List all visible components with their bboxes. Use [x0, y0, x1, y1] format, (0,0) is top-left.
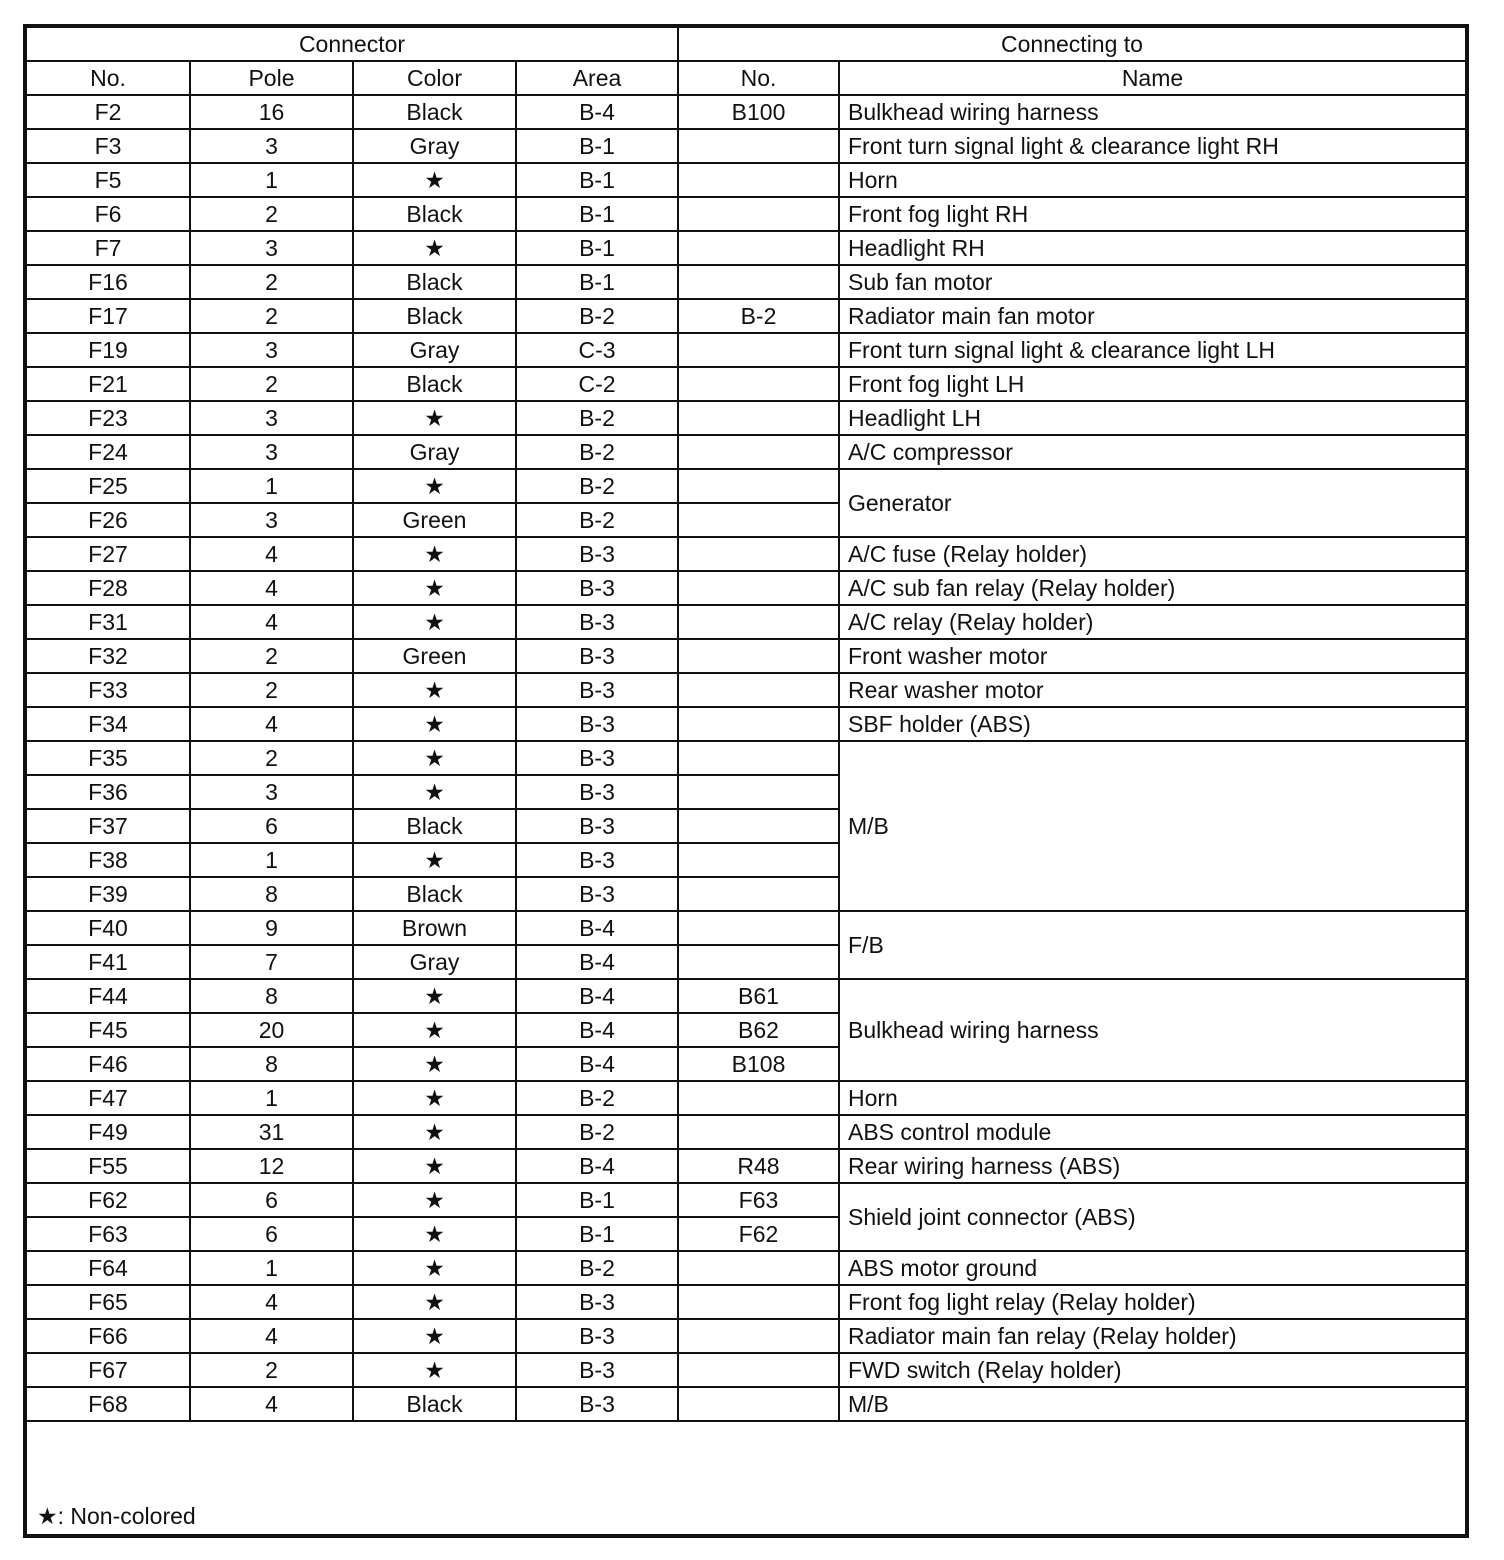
color-cell: ★	[353, 1115, 516, 1149]
table-row	[27, 163, 1465, 197]
pole-cell: 12	[190, 1149, 353, 1183]
color-cell: Black	[353, 197, 516, 231]
connecting-name-cell: A/C relay (Relay holder)	[839, 605, 1465, 639]
color-cell: ★	[353, 843, 516, 877]
pole-cell: 4	[190, 605, 353, 639]
pole-cell: 3	[190, 401, 353, 435]
connector-no-cell: F41	[27, 945, 190, 979]
color-cell: Black	[353, 367, 516, 401]
pole-cell: 8	[190, 877, 353, 911]
connecting-no-cell	[678, 265, 839, 299]
connector-no-cell: F55	[27, 1149, 190, 1183]
table-row	[27, 129, 1465, 163]
connecting-no-cell	[678, 163, 839, 197]
pole-cell: 9	[190, 911, 353, 945]
color-cell: Black	[353, 809, 516, 843]
color-cell: ★	[353, 605, 516, 639]
table-row	[27, 911, 1465, 945]
area-cell: B-2	[516, 1251, 678, 1285]
pole-cell: 6	[190, 1217, 353, 1251]
pole-cell: 6	[190, 1183, 353, 1217]
connecting-name-cell: Rear wiring harness (ABS)	[839, 1149, 1465, 1183]
pole-cell: 8	[190, 1047, 353, 1081]
area-cell: B-2	[516, 1115, 678, 1149]
table-row	[27, 605, 1465, 639]
connector-no-cell: F47	[27, 1081, 190, 1115]
connecting-name-cell: Front fog light LH	[839, 367, 1465, 401]
area-cell: B-3	[516, 843, 678, 877]
area-cell: B-3	[516, 537, 678, 571]
connecting-name-cell: Headlight RH	[839, 231, 1465, 265]
connector-no-cell: F68	[27, 1387, 190, 1421]
connector-table	[27, 28, 1465, 1422]
no-column-header: No.	[27, 61, 190, 95]
connector-no-cell: F24	[27, 435, 190, 469]
area-cell: B-4	[516, 945, 678, 979]
connecting-no-cell	[678, 435, 839, 469]
pole-cell: 4	[190, 1319, 353, 1353]
connecting-no-cell	[678, 503, 839, 537]
table-row	[27, 401, 1465, 435]
color-cell: Black	[353, 265, 516, 299]
pole-cell: 2	[190, 673, 353, 707]
color-cell: ★	[353, 741, 516, 775]
table-row	[27, 1387, 1465, 1421]
area-cell: B-2	[516, 435, 678, 469]
connecting-to-group-header: Connecting to	[678, 28, 1465, 61]
table-row	[27, 1149, 1465, 1183]
color-cell: Gray	[353, 129, 516, 163]
pole-cell: 4	[190, 571, 353, 605]
pole-cell: 20	[190, 1013, 353, 1047]
color-column-header: Color	[353, 61, 516, 95]
pole-cell: 1	[190, 163, 353, 197]
connector-no-cell: F26	[27, 503, 190, 537]
connecting-no-cell: B61	[678, 979, 839, 1013]
table-row	[27, 367, 1465, 401]
connector-no-cell: F67	[27, 1353, 190, 1387]
color-cell: ★	[353, 1353, 516, 1387]
connector-no-cell: F23	[27, 401, 190, 435]
connecting-no-cell	[678, 1387, 839, 1421]
connector-no-cell: F21	[27, 367, 190, 401]
connector-no-cell: F63	[27, 1217, 190, 1251]
connector-no-cell: F3	[27, 129, 190, 163]
area-cell: C-3	[516, 333, 678, 367]
area-cell: B-3	[516, 809, 678, 843]
pole-cell: 2	[190, 265, 353, 299]
connecting-no-cell: B100	[678, 95, 839, 129]
area-cell: B-4	[516, 95, 678, 129]
pole-cell: 31	[190, 1115, 353, 1149]
connector-no-cell: F36	[27, 775, 190, 809]
connecting-name-cell: Front fog light RH	[839, 197, 1465, 231]
table-row	[27, 537, 1465, 571]
connecting-no-cell	[678, 945, 839, 979]
connector-no-cell: F45	[27, 1013, 190, 1047]
color-cell: ★	[353, 469, 516, 503]
connecting-no-cell	[678, 1081, 839, 1115]
table-row	[27, 435, 1465, 469]
connecting-name-cell: Horn	[839, 1081, 1465, 1115]
color-cell: ★	[353, 1217, 516, 1251]
connecting-no-cell: F63	[678, 1183, 839, 1217]
pole-cell: 4	[190, 1285, 353, 1319]
connector-no-cell: F31	[27, 605, 190, 639]
color-cell: Black	[353, 299, 516, 333]
table-row	[27, 231, 1465, 265]
connector-no-cell: F25	[27, 469, 190, 503]
pole-cell: 2	[190, 367, 353, 401]
connecting-no-cell	[678, 775, 839, 809]
connecting-no-cell	[678, 231, 839, 265]
color-cell: Black	[353, 1387, 516, 1421]
connecting-no-cell: R48	[678, 1149, 839, 1183]
pole-cell: 2	[190, 1353, 353, 1387]
area-cell: B-1	[516, 231, 678, 265]
connecting-name-cell: Front turn signal light & clearance light RH	[839, 129, 1465, 163]
connecting-name-cell: Bulkhead wiring harness	[839, 979, 1465, 1081]
table-row	[27, 673, 1465, 707]
connecting-no-cell	[678, 1319, 839, 1353]
color-cell: Black	[353, 95, 516, 129]
connecting-name-cell: A/C compressor	[839, 435, 1465, 469]
color-cell: ★	[353, 1013, 516, 1047]
connecting-name-cell: ABS motor ground	[839, 1251, 1465, 1285]
connecting-name-cell: A/C fuse (Relay holder)	[839, 537, 1465, 571]
footnote: ★: Non-colored	[37, 1503, 196, 1529]
table-row	[27, 197, 1465, 231]
table-row	[27, 1251, 1465, 1285]
column-header-row	[27, 61, 1465, 95]
color-cell: Gray	[353, 945, 516, 979]
connecting-no-cell	[678, 1251, 839, 1285]
pole-cell: 2	[190, 299, 353, 333]
pole-cell: 4	[190, 537, 353, 571]
connector-no-cell: F39	[27, 877, 190, 911]
connecting-no-cell	[678, 537, 839, 571]
pole-cell: 3	[190, 129, 353, 163]
connecting-name-cell: Front washer motor	[839, 639, 1465, 673]
color-cell: ★	[353, 163, 516, 197]
area-cell: B-3	[516, 741, 678, 775]
pole-cell: 1	[190, 1251, 353, 1285]
color-cell: Green	[353, 639, 516, 673]
table-row	[27, 639, 1465, 673]
pole-cell: 8	[190, 979, 353, 1013]
pole-cell: 1	[190, 1081, 353, 1115]
area-cell: B-4	[516, 1013, 678, 1047]
area-cell: B-2	[516, 1081, 678, 1115]
connecting-no-cell	[678, 877, 839, 911]
color-cell: Green	[353, 503, 516, 537]
connector-no-cell: F46	[27, 1047, 190, 1081]
area-cell: B-3	[516, 877, 678, 911]
area-cell: B-2	[516, 469, 678, 503]
area-cell: B-3	[516, 1387, 678, 1421]
area-cell: B-4	[516, 979, 678, 1013]
table-row	[27, 741, 1465, 775]
connector-no-cell: F38	[27, 843, 190, 877]
color-cell: ★	[353, 1081, 516, 1115]
area-cell: B-2	[516, 503, 678, 537]
table-row	[27, 265, 1465, 299]
connecting-name-cell: ABS control module	[839, 1115, 1465, 1149]
area-cell: B-1	[516, 1183, 678, 1217]
connecting-no-cell	[678, 605, 839, 639]
area-cell: B-1	[516, 163, 678, 197]
color-cell: ★	[353, 231, 516, 265]
color-cell: ★	[353, 1319, 516, 1353]
pole-column-header: Pole	[190, 61, 353, 95]
connecting-no-cell	[678, 197, 839, 231]
connecting-no-cell	[678, 129, 839, 163]
color-cell: Gray	[353, 333, 516, 367]
connector-no-cell: F33	[27, 673, 190, 707]
color-cell: ★	[353, 571, 516, 605]
area-cell: B-3	[516, 1353, 678, 1387]
table-row	[27, 707, 1465, 741]
area-cell: B-1	[516, 197, 678, 231]
pole-cell: 3	[190, 435, 353, 469]
color-cell: ★	[353, 401, 516, 435]
table-row	[27, 571, 1465, 605]
connecting-name-cell: Shield joint connector (ABS)	[839, 1183, 1465, 1251]
pole-cell: 3	[190, 333, 353, 367]
connecting-name-cell: F/B	[839, 911, 1465, 979]
connector-no-cell: F32	[27, 639, 190, 673]
connecting-no-cell: F62	[678, 1217, 839, 1251]
connector-no-cell: F62	[27, 1183, 190, 1217]
connecting-name-cell: Generator	[839, 469, 1465, 537]
connecting-no-cell	[678, 401, 839, 435]
color-cell: Brown	[353, 911, 516, 945]
connecting-no-cell	[678, 469, 839, 503]
connector-no-cell: F7	[27, 231, 190, 265]
area-cell: B-3	[516, 775, 678, 809]
connecting-no-cell: B108	[678, 1047, 839, 1081]
connecting-no-cell: B62	[678, 1013, 839, 1047]
pole-cell: 3	[190, 775, 353, 809]
connector-no-cell: F64	[27, 1251, 190, 1285]
pole-cell: 4	[190, 1387, 353, 1421]
connecting-no-cell	[678, 707, 839, 741]
connector-no-cell: F19	[27, 333, 190, 367]
connector-no-cell: F17	[27, 299, 190, 333]
color-cell: Gray	[353, 435, 516, 469]
area-cell: B-3	[516, 1285, 678, 1319]
connecting-name-cell: Horn	[839, 163, 1465, 197]
connecting-no-cell: B-2	[678, 299, 839, 333]
connecting-no-cell	[678, 911, 839, 945]
connecting-name-cell: A/C sub fan relay (Relay holder)	[839, 571, 1465, 605]
connecting-name-cell: Front turn signal light & clearance light LH	[839, 333, 1465, 367]
connector-no-cell: F65	[27, 1285, 190, 1319]
pole-cell: 1	[190, 469, 353, 503]
area-cell: B-3	[516, 605, 678, 639]
table-row	[27, 299, 1465, 333]
color-cell: ★	[353, 775, 516, 809]
connector-no-cell: F5	[27, 163, 190, 197]
connector-no-cell: F27	[27, 537, 190, 571]
connecting-name-cell: Sub fan motor	[839, 265, 1465, 299]
connector-no-cell: F40	[27, 911, 190, 945]
connecting-name-cell: M/B	[839, 1387, 1465, 1421]
table-row	[27, 1081, 1465, 1115]
area-cell: B-3	[516, 707, 678, 741]
table-row	[27, 1183, 1465, 1217]
name-column-header: Name	[839, 61, 1465, 95]
connector-no-cell: F34	[27, 707, 190, 741]
connecting-no-cell	[678, 1115, 839, 1149]
table-row	[27, 1115, 1465, 1149]
pole-cell: 1	[190, 843, 353, 877]
area-cell: B-3	[516, 1319, 678, 1353]
color-cell: ★	[353, 1183, 516, 1217]
color-cell: Black	[353, 877, 516, 911]
area-cell: B-4	[516, 911, 678, 945]
connecting-no-cell	[678, 809, 839, 843]
connecting-no-cell	[678, 1353, 839, 1387]
connector-group-header: Connector	[27, 28, 678, 61]
connector-no-cell: F6	[27, 197, 190, 231]
connecting-no-cell	[678, 571, 839, 605]
connecting-name-cell: Headlight LH	[839, 401, 1465, 435]
pole-cell: 3	[190, 231, 353, 265]
table-row	[27, 1353, 1465, 1387]
color-cell: ★	[353, 979, 516, 1013]
color-cell: ★	[353, 707, 516, 741]
pole-cell: 3	[190, 503, 353, 537]
area-cell: B-3	[516, 639, 678, 673]
area-cell: B-3	[516, 673, 678, 707]
pole-cell: 2	[190, 197, 353, 231]
pole-cell: 16	[190, 95, 353, 129]
color-cell: ★	[353, 1285, 516, 1319]
color-cell: ★	[353, 1149, 516, 1183]
pole-cell: 2	[190, 639, 353, 673]
connecting-no-cell	[678, 367, 839, 401]
connector-no-cell: F28	[27, 571, 190, 605]
area-cell: B-4	[516, 1149, 678, 1183]
connecting-no-cell	[678, 1285, 839, 1319]
connecting-no-cell	[678, 673, 839, 707]
area-cell: B-4	[516, 1047, 678, 1081]
color-cell: ★	[353, 673, 516, 707]
connecting-name-cell: Front fog light relay (Relay holder)	[839, 1285, 1465, 1319]
table-row	[27, 979, 1465, 1013]
connecting-name-cell: Rear washer motor	[839, 673, 1465, 707]
group-header-row	[27, 28, 1465, 61]
connecting-name-cell: M/B	[839, 741, 1465, 911]
area-column-header: Area	[516, 61, 678, 95]
connecting-name-cell: Bulkhead wiring harness	[839, 95, 1465, 129]
connector-no-cell: F44	[27, 979, 190, 1013]
connector-no-cell: F66	[27, 1319, 190, 1353]
connecting-name-cell: Radiator main fan relay (Relay holder)	[839, 1319, 1465, 1353]
pole-cell: 6	[190, 809, 353, 843]
table-row	[27, 1319, 1465, 1353]
pole-cell: 4	[190, 707, 353, 741]
area-cell: B-1	[516, 1217, 678, 1251]
area-cell: B-3	[516, 571, 678, 605]
connector-table-frame	[23, 24, 1469, 1538]
connecting-name-cell: Radiator main fan motor	[839, 299, 1465, 333]
connector-no-cell: F37	[27, 809, 190, 843]
table-row	[27, 469, 1465, 503]
to-no-column-header: No.	[678, 61, 839, 95]
connecting-no-cell	[678, 639, 839, 673]
connecting-name-cell: SBF holder (ABS)	[839, 707, 1465, 741]
connector-no-cell: F49	[27, 1115, 190, 1149]
area-cell: B-1	[516, 129, 678, 163]
connecting-name-cell: FWD switch (Relay holder)	[839, 1353, 1465, 1387]
table-row	[27, 95, 1465, 129]
area-cell: C-2	[516, 367, 678, 401]
connecting-no-cell	[678, 843, 839, 877]
connector-no-cell: F35	[27, 741, 190, 775]
connecting-no-cell	[678, 741, 839, 775]
area-cell: B-2	[516, 299, 678, 333]
pole-cell: 2	[190, 741, 353, 775]
area-cell: B-2	[516, 401, 678, 435]
connector-no-cell: F2	[27, 95, 190, 129]
connector-no-cell: F16	[27, 265, 190, 299]
table-row	[27, 333, 1465, 367]
color-cell: ★	[353, 537, 516, 571]
connecting-no-cell	[678, 333, 839, 367]
pole-cell: 7	[190, 945, 353, 979]
table-body	[27, 95, 1465, 1421]
area-cell: B-1	[516, 265, 678, 299]
table-row	[27, 1285, 1465, 1319]
color-cell: ★	[353, 1251, 516, 1285]
color-cell: ★	[353, 1047, 516, 1081]
